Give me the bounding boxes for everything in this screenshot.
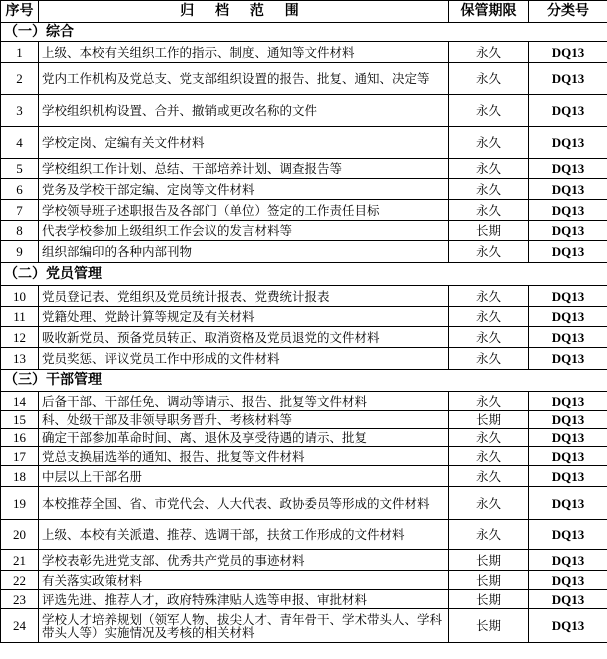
row-number: 7 bbox=[1, 200, 39, 221]
table-row bbox=[1, 63, 607, 95]
header-scope: 归 档 范 围 bbox=[39, 1, 449, 23]
row-period: 永久 bbox=[449, 286, 529, 307]
row-scope: 评选先进、推荐人才，政府特殊津贴人选等申报、审批材料 bbox=[39, 590, 449, 609]
row-scope: 中层以上干部名册 bbox=[39, 466, 449, 487]
row-number: 19 bbox=[1, 487, 39, 520]
table-row bbox=[1, 327, 607, 348]
row-period: 长期 bbox=[449, 221, 529, 241]
row-code: DQ13 bbox=[529, 95, 607, 127]
row-period: 永久 bbox=[449, 63, 529, 95]
table-row bbox=[1, 42, 607, 63]
row-number: 20 bbox=[1, 520, 39, 550]
row-period: 永久 bbox=[449, 179, 529, 200]
row-scope: 党务及学校干部定编、定岗等文件材料 bbox=[39, 179, 449, 200]
header-period: 保管期限 bbox=[449, 1, 529, 23]
row-scope: 党总支换届选举的通知、报告、批复等文件材料 bbox=[39, 447, 449, 466]
row-period: 永久 bbox=[449, 392, 529, 411]
row-code: DQ13 bbox=[529, 429, 607, 447]
table-row bbox=[1, 286, 607, 307]
section-row bbox=[1, 23, 607, 42]
section-title: （二）党员管理 bbox=[1, 263, 607, 286]
row-code: DQ13 bbox=[529, 466, 607, 487]
row-number: 23 bbox=[1, 590, 39, 609]
row-period: 永久 bbox=[449, 348, 529, 370]
row-number: 14 bbox=[1, 392, 39, 411]
row-code: DQ13 bbox=[529, 609, 607, 643]
row-period: 长期 bbox=[449, 411, 529, 429]
row-scope: 后备干部、干部任免、调动等请示、报告、批复等文件材料 bbox=[39, 392, 449, 411]
row-scope: 学校人才培养规划（领军人物、拔尖人才、青年骨干、学术带头人、学科带头人等）实施情况及考核的相关材料 bbox=[39, 609, 449, 643]
row-code: DQ13 bbox=[529, 327, 607, 348]
header-no: 序号 bbox=[1, 1, 39, 23]
row-code: DQ13 bbox=[529, 447, 607, 466]
row-code: DQ13 bbox=[529, 159, 607, 179]
row-scope: 党员奖惩、评议党员工作中形成的文件材料 bbox=[39, 348, 449, 370]
row-number: 24 bbox=[1, 609, 39, 643]
table-body bbox=[1, 23, 607, 643]
table-row bbox=[1, 179, 607, 200]
row-number: 2 bbox=[1, 63, 39, 95]
row-scope: 学校领导班子述职报告及各部门（单位）签定的工作责任目标 bbox=[39, 200, 449, 221]
row-period: 永久 bbox=[449, 466, 529, 487]
table-row bbox=[1, 609, 607, 643]
header-code: 分类号 bbox=[529, 1, 607, 23]
table-row bbox=[1, 127, 607, 159]
row-number: 13 bbox=[1, 348, 39, 370]
row-period: 永久 bbox=[449, 447, 529, 466]
row-scope: 确定干部参加革命时间、离、退休及享受待遇的请示、批复 bbox=[39, 429, 449, 447]
row-number: 17 bbox=[1, 447, 39, 466]
row-code: DQ13 bbox=[529, 411, 607, 429]
row-number: 6 bbox=[1, 179, 39, 200]
row-scope: 本校推荐全国、省、市党代会、人大代表、政协委员等形成的文件材料 bbox=[39, 487, 449, 520]
row-scope: 吸收新党员、预备党员转正、取消资格及党员退党的文件材料 bbox=[39, 327, 449, 348]
row-period: 永久 bbox=[449, 95, 529, 127]
table-row bbox=[1, 348, 607, 370]
table-row bbox=[1, 411, 607, 429]
table-row bbox=[1, 590, 607, 609]
table-row bbox=[1, 447, 607, 466]
row-number: 9 bbox=[1, 241, 39, 263]
row-code: DQ13 bbox=[529, 42, 607, 63]
row-code: DQ13 bbox=[529, 307, 607, 327]
row-code: DQ13 bbox=[529, 221, 607, 241]
table-row bbox=[1, 571, 607, 590]
row-code: DQ13 bbox=[529, 127, 607, 159]
row-number: 22 bbox=[1, 571, 39, 590]
row-number: 12 bbox=[1, 327, 39, 348]
table-row bbox=[1, 466, 607, 487]
table-row bbox=[1, 307, 607, 327]
row-period: 永久 bbox=[449, 42, 529, 63]
table-row bbox=[1, 487, 607, 520]
row-code: DQ13 bbox=[529, 590, 607, 609]
row-scope: 学校组织机构设置、合并、撤销或更改名称的文件 bbox=[39, 95, 449, 127]
row-period: 长期 bbox=[449, 609, 529, 643]
row-period: 永久 bbox=[449, 429, 529, 447]
row-period: 永久 bbox=[449, 200, 529, 221]
table-row bbox=[1, 520, 607, 550]
row-scope: 代表学校参加上级组织工作会议的发言材料等 bbox=[39, 221, 449, 241]
row-code: DQ13 bbox=[529, 487, 607, 520]
row-code: DQ13 bbox=[529, 286, 607, 307]
row-number: 10 bbox=[1, 286, 39, 307]
row-code: DQ13 bbox=[529, 550, 607, 571]
row-scope: 学校表彰先进党支部、优秀共产党员的事迹材料 bbox=[39, 550, 449, 571]
row-code: DQ13 bbox=[529, 348, 607, 370]
row-code: DQ13 bbox=[529, 63, 607, 95]
row-number: 16 bbox=[1, 429, 39, 447]
row-period: 永久 bbox=[449, 487, 529, 520]
row-scope: 党内工作机构及党总支、党支部组织设置的报告、批复、通知、决定等 bbox=[39, 63, 449, 95]
row-number: 11 bbox=[1, 307, 39, 327]
row-scope: 上级、本校有关组织工作的指示、制度、通知等文件材料 bbox=[39, 42, 449, 63]
row-number: 3 bbox=[1, 95, 39, 127]
row-period: 永久 bbox=[449, 241, 529, 263]
row-number: 1 bbox=[1, 42, 39, 63]
row-scope: 党员登记表、党组织及党员统计报表、党费统计报表 bbox=[39, 286, 449, 307]
row-code: DQ13 bbox=[529, 179, 607, 200]
table-row bbox=[1, 200, 607, 221]
row-period: 长期 bbox=[449, 590, 529, 609]
row-period: 长期 bbox=[449, 550, 529, 571]
section-title: （三）干部管理 bbox=[1, 370, 607, 392]
row-code: DQ13 bbox=[529, 571, 607, 590]
row-number: 8 bbox=[1, 221, 39, 241]
row-scope: 党籍处理、党龄计算等规定及有关材料 bbox=[39, 307, 449, 327]
table-row bbox=[1, 392, 607, 411]
row-code: DQ13 bbox=[529, 200, 607, 221]
row-number: 15 bbox=[1, 411, 39, 429]
row-code: DQ13 bbox=[529, 392, 607, 411]
row-period: 永久 bbox=[449, 307, 529, 327]
row-code: DQ13 bbox=[529, 520, 607, 550]
row-number: 21 bbox=[1, 550, 39, 571]
row-scope: 学校组织工作计划、总结、干部培养计划、调查报告等 bbox=[39, 159, 449, 179]
row-number: 18 bbox=[1, 466, 39, 487]
row-period: 永久 bbox=[449, 127, 529, 159]
row-scope: 有关落实政策材料 bbox=[39, 571, 449, 590]
header-row bbox=[1, 1, 607, 23]
section-row bbox=[1, 263, 607, 286]
row-scope: 组织部编印的各种内部刊物 bbox=[39, 241, 449, 263]
table-row bbox=[1, 221, 607, 241]
section-row bbox=[1, 370, 607, 392]
row-period: 长期 bbox=[449, 571, 529, 590]
table-row bbox=[1, 550, 607, 571]
row-period: 永久 bbox=[449, 520, 529, 550]
section-title: （一）综合 bbox=[1, 23, 607, 42]
row-period: 永久 bbox=[449, 327, 529, 348]
row-number: 4 bbox=[1, 127, 39, 159]
row-number: 5 bbox=[1, 159, 39, 179]
row-scope: 上级、本校有关派遣、推荐、选调干部，扶贫工作形成的文件材料 bbox=[39, 520, 449, 550]
row-scope: 学校定岗、定编有关文件材料 bbox=[39, 127, 449, 159]
table-row bbox=[1, 95, 607, 127]
table-row bbox=[1, 241, 607, 263]
table-row bbox=[1, 429, 607, 447]
row-period: 永久 bbox=[449, 159, 529, 179]
table-row bbox=[1, 159, 607, 179]
row-scope: 科、处级干部及非领导职务晋升、考核材料等 bbox=[39, 411, 449, 429]
row-code: DQ13 bbox=[529, 241, 607, 263]
